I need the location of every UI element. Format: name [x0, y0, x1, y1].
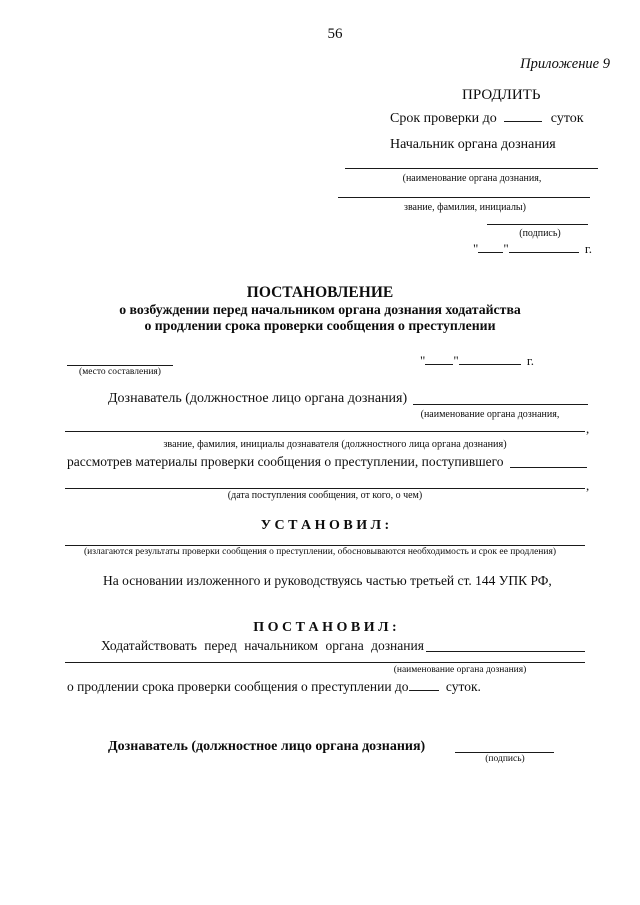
org-blank-line [65, 662, 585, 663]
basis-text: На основании изложенного и руководствуясь частью третьей ст. 144 УПК РФ, [103, 573, 552, 588]
approval-signature-caption: (подпись) [519, 228, 561, 239]
petition-row [101, 638, 585, 654]
check-term-prefix: Срок проверки до [390, 111, 497, 126]
message-caption: (дата поступления сообщения, от кого, о чем) [227, 490, 423, 501]
extension-prefix: о продлении срока проверки сообщения о преступлении до [67, 679, 409, 694]
established-heading: У С Т А Н О В И Л : [260, 518, 390, 533]
chief-title: Начальник органа дознания [390, 137, 556, 152]
extension-line [67, 678, 481, 695]
blank-date-monthyear [459, 352, 521, 365]
blank-term-days [504, 109, 542, 122]
extension-suffix: суток. [445, 679, 481, 694]
results-blank-line [65, 545, 585, 546]
reviewed-text: рассмотрев материалы проверки сообщения о преступлении, поступившего [67, 454, 504, 469]
resolution-title: ПОСТАНОВЛЕНИЕ [246, 284, 394, 301]
composition-date-line [420, 352, 534, 369]
approval-date-line [473, 240, 592, 257]
signer-label: Дознаватель (должностное лицо органа дознания) [108, 739, 426, 754]
resolved-heading: П О С Т А Н О В И Л : [253, 620, 397, 635]
blank-date-day [425, 352, 453, 365]
close-quote: " [453, 353, 459, 368]
check-term-suffix: суток [550, 111, 584, 126]
signature-line [455, 752, 554, 753]
open-quote: " [420, 353, 426, 368]
org-caption-2: (наименование органа дознания) [393, 665, 527, 675]
check-term-line [390, 109, 584, 127]
close-quote: " [503, 241, 509, 256]
message-blank-line [65, 488, 585, 489]
blank-date-monthyear [509, 240, 579, 253]
year-suffix: г. [526, 353, 534, 368]
page-number: 56 [327, 26, 343, 42]
blank-received [510, 467, 587, 468]
petition-text: Ходатайствовать перед начальником органа дознания [101, 638, 424, 653]
blank-org [426, 651, 585, 652]
investigator-label: Дознаватель (должностное лицо органа дознания) [108, 391, 408, 406]
signature-caption: (подпись) [485, 754, 525, 764]
appendix-label: Приложение 9 [520, 56, 610, 72]
org-name-caption-2: звание, фамилия, инициалы) [404, 202, 526, 213]
results-caption: (излагаются результаты проверки сообщения о преступлении, обосновываются необходимость и срок ее продления) [83, 547, 557, 557]
org-name-line-1 [345, 168, 598, 169]
year-suffix: г. [584, 241, 592, 256]
blank-extension-days [409, 678, 439, 691]
blank-date-day [478, 240, 503, 253]
rank-caption: звание, фамилия, инициалы дознавателя (должностного лица органа дознания) [163, 439, 507, 450]
rank-blank-line [65, 431, 585, 432]
resolution-subtitle-2: о продлении срока проверки сообщения о преступлении [144, 318, 496, 333]
place-line [67, 365, 173, 366]
investigator-row [108, 391, 588, 407]
org-name-caption-1: (наименование органа дознания, [402, 173, 542, 184]
reviewed-row [67, 454, 587, 470]
org-caption: (наименование органа дознания, [420, 409, 560, 420]
resolution-subtitle-1: о возбуждении перед начальником органа дознания ходатайства [119, 302, 521, 317]
prolong-heading: ПРОДЛИТЬ [462, 87, 541, 103]
place-caption: (место составления) [79, 367, 161, 377]
comma-mark: , [586, 478, 590, 493]
open-quote: " [473, 241, 479, 256]
approval-signature-line [487, 224, 588, 225]
org-name-line-2 [338, 197, 590, 198]
blank-org-name [413, 404, 588, 405]
comma-mark: , [586, 421, 590, 436]
